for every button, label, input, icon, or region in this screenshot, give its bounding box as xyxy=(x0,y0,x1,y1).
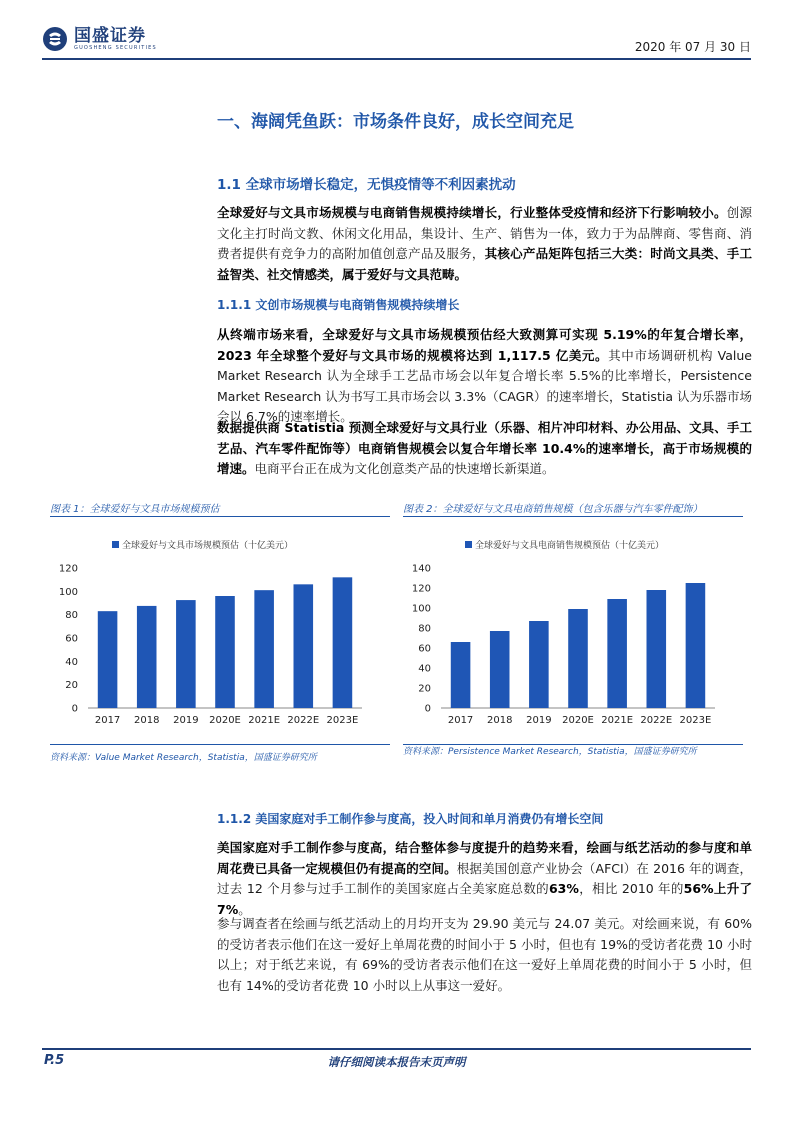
y-tick-label: 80 xyxy=(65,610,78,622)
x-tick-label: 2017 xyxy=(94,715,121,726)
figure-1-source: 资料来源：Value Market Research，Statistia，国盛证券研究所 xyxy=(50,753,317,763)
paragraph-1 xyxy=(217,203,752,285)
paragraph-2 xyxy=(217,325,752,428)
company-logo xyxy=(42,26,157,52)
footer-disclaimer: 请仔细阅读本报告末页声明 xyxy=(327,1055,466,1069)
y-tick-label: 40 xyxy=(65,656,78,668)
p4-normal: 根据美国创意产业协会（AFCI）在 2016 年的调查，过去 12 个月参与过手工制作的美国家庭占全美家庭总数的 xyxy=(217,860,752,896)
page-number: P.5 xyxy=(44,1053,65,1068)
subsection-heading: 1.1 全球市场增长稳定，无惧疫情等不利因素扰动 xyxy=(217,177,516,193)
p3-normal: 电商平台正在成为文化创意类产品的快速增长新渠道。 xyxy=(254,461,555,476)
x-tick-label: 2023E xyxy=(679,715,712,726)
y-tick-label: 140 xyxy=(411,563,431,575)
p4-bold-2: 63% xyxy=(548,881,579,896)
bar-2023E xyxy=(333,577,353,708)
y-tick-label: 20 xyxy=(65,680,78,692)
bar-2020E xyxy=(568,609,588,708)
legend-swatch xyxy=(112,541,119,548)
legend-swatch xyxy=(465,541,472,548)
x-tick-label: 2017 xyxy=(447,715,474,726)
x-tick-label: 2020E xyxy=(209,715,241,726)
section-heading: 一、海阔凭鱼跃：市场条件良好，成长空间充足 xyxy=(217,112,574,132)
bar-2023E xyxy=(686,583,706,708)
p1-bold-1: 全球爱好与文具市场规模与电商销售规模持续增长，行业整体受疫情和经济下行影响较小。 xyxy=(217,205,727,220)
figure-2-title: 图表 2：全球爱好与文具电商销售规模（包含乐器与汽车零件配饰） xyxy=(403,504,703,515)
p2-normal: 其中市场调研机构 Value Market Research 认为全球手工艺品市场会以年复合增长率 5.5%的比率增长，Persistence Market Research 认为书写工具市场会以 3.3%（CAGR）的速率增长，Statistia 认为乐器市场会以 6.7%的速率增长。 xyxy=(217,347,752,424)
x-tick-label: 2020E xyxy=(562,715,594,726)
logo-mark-icon xyxy=(42,26,68,52)
report-date: 2020 年 07 月 30 日 xyxy=(634,40,751,54)
bar-2022E xyxy=(647,590,667,708)
figure-1-bottom-rule xyxy=(50,744,390,745)
bar-2018 xyxy=(490,631,510,708)
bar-2021E xyxy=(607,599,627,708)
x-tick-label: 2022E xyxy=(287,715,320,726)
p2-bold: 从终端市场来看，全球爱好与文具市场规模预估经大致测算可实现 5.19%的年复合增长率，2023 年全球整个爱好与文具市场的规模将达到 1,117.5 亿美元。 xyxy=(217,327,752,363)
y-tick-label: 120 xyxy=(58,563,78,575)
paragraph-5: 参与调查者在绘画与纸艺活动上的月均开支为 29.90 美元与 24.07 美元。对绘画来说，有 60%的受访者表示他们在这一爱好上单周花费的时间小于 5 小时，但也有 19%的受访者花费 10 小时以上；对于纸艺来说，有 69%的受访者表示他们在这一爱好上单周花费的时间小于 5 小时，但也有 14%的受访者花费 10 小时以上从事这一爱好。 xyxy=(217,916,752,993)
p1-normal: 创源文化主打时尚文教、休闲文化用品，集设计、生产、销售为一体，致力于为品牌商、零售商、消费者提供有竞争力的高附加值创意产品及服务， xyxy=(217,205,752,261)
p1-bold-2: 其核心产品矩阵包括三大类：时尚文具类、手工益智类、社交情感类，属于爱好与文具范畴。 xyxy=(217,246,752,282)
paragraph-3 xyxy=(217,418,752,480)
figure-2-chart xyxy=(403,530,743,738)
bar-2019 xyxy=(176,600,196,708)
p3-bold: 数据提供商 Statistia 预测全球爱好与文具行业（乐器、相片冲印材料、办公用品、文具、手工艺品、汽车零件配饰等）电商销售规模会以复合年增长率 10.4%的速率增长，高于市场规模的增速。 xyxy=(217,420,752,476)
subsubsection-heading-1: 1.1.1 文创市场规模与电商销售规模持续增长 xyxy=(217,298,460,312)
figure-1-chart xyxy=(50,530,390,738)
x-tick-label: 2021E xyxy=(248,715,281,726)
logo-cn-text: 国盛证券 xyxy=(74,25,146,46)
y-tick-label: 100 xyxy=(411,603,431,615)
y-tick-label: 0 xyxy=(424,703,431,715)
y-tick-label: 20 xyxy=(418,683,431,695)
x-tick-label: 2023E xyxy=(326,715,359,726)
figure-2-source: 资料来源：Persistence Market Research，Statistia，国盛证券研究所 xyxy=(403,747,697,757)
x-tick-label: 2019 xyxy=(526,715,552,726)
p4-end: 。 xyxy=(238,901,251,917)
logo-en-text: GUOSHENG SECURITIES xyxy=(74,44,157,51)
bar-2022E xyxy=(294,584,314,708)
p4-bold-1: 美国家庭对手工制作参与度高，结合整体参与度提升的趋势来看，绘画与纸艺活动的参与度和单周花费已具备一定规模但仍有提高的空间。 xyxy=(217,840,752,876)
footer-divider xyxy=(42,1048,751,1050)
p4-normal-2: ，相比 2010 年的 xyxy=(578,881,684,896)
legend-label: 全球爱好与文具市场规模预估（十亿美元） xyxy=(122,541,294,551)
y-tick-label: 60 xyxy=(65,633,78,645)
figure-1-title: 图表 1：全球爱好与文具市场规模预估 xyxy=(50,504,220,515)
header-divider xyxy=(42,58,751,60)
y-tick-label: 120 xyxy=(411,583,431,595)
x-tick-label: 2018 xyxy=(133,715,160,726)
paragraph-4 xyxy=(217,838,752,920)
y-tick-label: 100 xyxy=(58,586,78,598)
legend-label: 全球爱好与文具电商销售规模预估（十亿美元） xyxy=(475,541,665,551)
x-tick-label: 2019 xyxy=(173,715,199,726)
bar-2017 xyxy=(451,642,471,708)
bar-2018 xyxy=(137,606,157,708)
bar-2017 xyxy=(98,611,118,708)
bar-2019 xyxy=(529,621,549,708)
p4-bold-3: 56%上升了 7% xyxy=(217,881,753,917)
bar-2021E xyxy=(254,590,274,708)
figure-2-top-rule xyxy=(403,516,743,517)
subsubsection-heading-2: 1.1.2 美国家庭对手工制作参与度高，投入时间和单月消费仍有增长空间 xyxy=(217,812,604,826)
bar-2020E xyxy=(215,596,235,708)
x-tick-label: 2021E xyxy=(601,715,634,726)
y-tick-label: 60 xyxy=(418,643,431,655)
y-tick-label: 80 xyxy=(418,623,431,635)
x-tick-label: 2022E xyxy=(640,715,673,726)
y-tick-label: 40 xyxy=(418,663,431,675)
y-tick-label: 0 xyxy=(71,703,78,715)
x-tick-label: 2018 xyxy=(486,715,513,726)
figure-2-bottom-rule xyxy=(403,744,743,745)
figure-1-top-rule xyxy=(50,516,390,517)
